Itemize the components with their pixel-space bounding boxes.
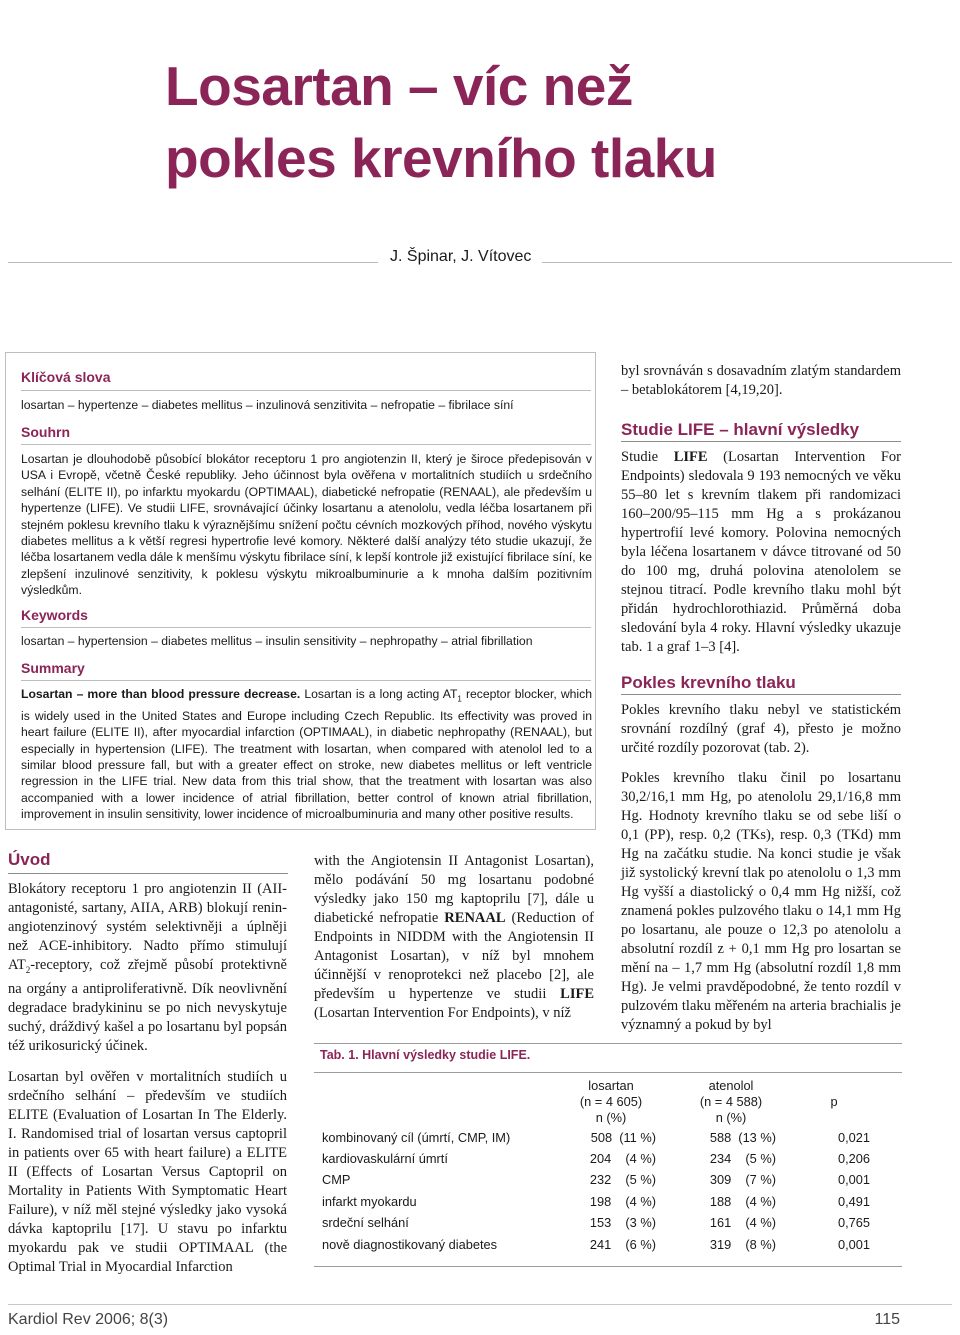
table-header-atenolol <box>676 1078 786 1126</box>
page-number: 115 <box>874 1311 900 1328</box>
row-label: srdeční selhání <box>322 1215 409 1230</box>
table-row <box>314 1170 902 1191</box>
row-p: 0,001 <box>837 1237 870 1252</box>
th-losartan-n: (n = 4 605) <box>579 1094 643 1109</box>
keywords-cz-rule <box>21 390 591 391</box>
authors: J. Špinar, J. Vítovec <box>384 246 537 268</box>
life-p-b: (Losartan Intervention For Endpoints) sledovala 9 193 nemocných ve věku 55–80 let s krevním tlakem při randomizaci 160–200/95–115 mm Hg a s prokázanou hypertrofií levé komory. Polovina nemocných byla léčena losartanem v dávce titrované od 50 do 100 mg, druhá polovina atenololem se stejnou titrací. Podle krevního tlaku mohl být přidán hydrochlorothiazid. Průměrná doba sledování byla 4 roky. Hlavní výsledky ukazuje tab. 1 a graf 1–3 [4]. <box>621 449 901 655</box>
uvod-rule <box>8 873 288 874</box>
row-label: kombinovaný cíl (úmrtí, CMP, IM) <box>322 1130 511 1145</box>
life-results-rule <box>621 441 901 442</box>
col1-paragraph-1 <box>8 880 287 1056</box>
col1-p1-subscript: 2 <box>25 964 31 975</box>
row-p: 0,206 <box>837 1151 870 1166</box>
keywords-cz-heading: Klíčová slova <box>21 369 111 385</box>
row-atenolol: 319 (8 %) <box>709 1237 776 1252</box>
summary-en <box>21 686 592 823</box>
table-row <box>314 1213 902 1234</box>
title-line-1: Losartan – víc než <box>165 55 633 117</box>
title-line-2: pokles krevního tlaku <box>165 127 717 189</box>
col1-paragraph-2: Losartan byl ověřen v mortalitních studiích u srdečního selhání – především ve studiích ELITE (Evaluation of Losartan In The Elderly. I. Randomised trial of losartan versus captopril in patients over 65 with heart failure) a ELITE II (Effects of Losartan Versus Captopril on Mortality in Patients With Symptomatic Heart Failure), v níž měl stejné výsledky jako vysoká dávka kaptoprilu [17]. U stavu po infarktu myokardu pak ve studii OPTIMAAL (the Optimal Trial in Myocardial Infarction <box>8 1068 287 1275</box>
table-row <box>314 1149 902 1170</box>
journal-citation: Kardiol Rev 2006; 8(3) <box>8 1311 169 1328</box>
row-losartan: 232 (5 %) <box>589 1172 656 1187</box>
col2-p1-b: (Reduction of Endpoints in NIDDM with the Angiotensin II Antagonist Losartan), v níž byl mnohem účinnější v renoprotekci než placebo [2], ale především u hypertenze ve studii <box>314 910 594 1002</box>
summary-cz-heading: Souhrn <box>21 424 70 440</box>
uvod-heading: Úvod <box>8 850 51 869</box>
row-label: infarkt myokardu <box>322 1194 417 1209</box>
row-p: 0,021 <box>837 1130 870 1145</box>
col1-text <box>8 880 287 1277</box>
article-title <box>165 50 865 194</box>
table-1 <box>314 1043 902 1267</box>
row-losartan: 241 (6 %) <box>589 1237 656 1252</box>
row-losartan: 204 (4 %) <box>589 1151 656 1166</box>
row-atenolol: 161 (4 %) <box>709 1215 776 1230</box>
th-losartan-unit: n (%) <box>595 1110 627 1125</box>
table-header-p: p <box>830 1094 838 1109</box>
bp-decrease-heading: Pokles krevního tlaku <box>621 673 796 692</box>
th-atenolol-n: (n = 4 588) <box>699 1094 763 1109</box>
row-label: CMP <box>322 1172 351 1187</box>
table-row <box>314 1235 902 1256</box>
table-row <box>314 1128 902 1149</box>
row-label: kardiovaskulární úmrtí <box>322 1151 448 1166</box>
row-losartan: 153 (3 %) <box>589 1215 656 1230</box>
summary-en-part-b: receptor blocker, which is widely used in the United States and Europe including Czech Republic. Its effectivity was proved in heart failure (ELITE II), after myocardial infarction (OPTIMAAL), in diabetic nephropathy (RENAAL), but especially in hypertension (LIFE). The treatment with losartan, when compared with atenolol led to a similar blood pressure fall, but with a greater effect on stroke, new diabetes mellitus or left ventricle regression in the LIFE trial. New data from this trial show, that the treatment with losartan was also accompanied with a lower incidence of atrial fibrillation, better control of known atrial fibrillation, improvement in insulin sensitivity, lower incidence of microalbuminuria and many other positive results. <box>21 687 592 822</box>
keywords-en: losartan – hypertension – diabetes mellitus – insulin sensitivity – nephropathy – atrial fibrillation <box>21 634 533 648</box>
table-header-losartan <box>556 1078 666 1126</box>
footer-rule <box>8 1304 952 1305</box>
col1-p1-b: -receptory, což zřejmě působí protektivně na orgány a antiproliferativně. Dík neovlivnění degradace bradykininu se po nich nevyskytuje suchý, dráždivý kašel a po losartanu byl popsán též urikosurický účinek. <box>8 957 287 1054</box>
bp-decrease-rule <box>621 694 901 695</box>
authors-row <box>8 246 952 270</box>
row-atenolol: 188 (4 %) <box>709 1194 776 1209</box>
row-p: 0,491 <box>837 1194 870 1209</box>
summary-cz: Losartan je dlouhodobě působící blokátor receptoru 1 pro angiotenzin II, který je široce předepisován v USA i Evropě, včetně České republiky. Jeho účinnost byla ověřena v mortalitních studiích u srdečního selhání (ELITE II), po infarktu myokardu (OPTIMAAL), diabetické nefropatie (RENAAL), ale především u hypertenze (LIFE). Ve studii LIFE, srovnávající účinky losartanu a atenololu, vedla léčba losartanem při stejném poklesu krevního tlaku k výraznějšímu snížení počtu cévních mozkových příhod, nového výskytu diabetes mellitus a k větší regresi hypertrofie levé komory. Některé další analýzy této studie ukazují, že léčba losartanem vedla dále k menšímu výskytu fibrilace síní, k lepší kontrole již existující fibrilace síní, ke zlepšení inzulinové senzitivity, k poklesu výskytu mikroalbuminurie a k mnoha dalším pozitivním výsledkům. <box>21 452 592 598</box>
table-title: Tab. 1. Hlavní výsledky studie LIFE. <box>320 1048 531 1062</box>
table-head-rule <box>314 1072 902 1073</box>
row-atenolol: 588 (13 %) <box>709 1130 776 1145</box>
col2-life: LIFE <box>560 986 594 1002</box>
keywords-en-rule <box>21 627 591 628</box>
col2-text <box>314 852 594 1023</box>
life-bold: LIFE <box>673 449 708 465</box>
row-label: nově diagnostikovaný diabetes <box>322 1237 498 1252</box>
col1-p1-a: Blokátory receptoru 1 pro angiotenzin II (AII-antagonisté, sartany, AIIA, ARB) blokují renin-angiotenzinový systém selektivněji a úplněji než ACE-inhibitory. Nadto přímo stimulují AT <box>8 881 287 973</box>
col3-intro: byl srovnáván s dosavadním zlatým standardem – betablokátorem [4,19,20]. <box>621 363 901 398</box>
th-losartan-name: losartan <box>588 1078 634 1093</box>
bp-paragraph-2: Pokles krevního tlaku činil po losartanu 30,2/16,1 mm Hg, po atenololu 29,1/16,8 mm Hg. Hodnoty krevního tlaku se od sebe liší o 0,1 (PP), resp. 0,2 (TKs), resp. 0,3 (TKd) mm Hg na začátku studie. Na konci studie je však již systolický krevní tlak po atenololu o 1,3 mm Hg vyšší a diastolický o 0,4 mm Hg nižší, což znamená pokles pulzového tlaku o 14,1 mm Hg po losartanu, ale pouze o 12,3 po atenololu a absolutní rozdíl z + 0,1 mm Hg pro losartan se mění na – 1,7 mm Hg (absolutní rozdíl 1,8 mm Hg). Je velmi pravděpodobné, že tento rozdíl v pulzovém tlaku měřeném na arteria brachialis je významný a pokud by byl <box>621 770 901 1033</box>
keywords-en-heading: Keywords <box>21 607 88 623</box>
life-p-a: Studie <box>621 449 674 465</box>
summary-cz-rule <box>21 444 591 445</box>
bp-paragraph-1: Pokles krevního tlaku nebyl ve statistickém srovnání rozdílný (graf 4), přesto je možno určité rozdíly pozorovat (tab. 2). <box>621 702 901 756</box>
col2-paragraph-1 <box>314 852 594 1023</box>
row-losartan: 198 (4 %) <box>589 1194 656 1209</box>
th-atenolol-unit: n (%) <box>715 1110 747 1125</box>
row-p: 0,001 <box>837 1172 870 1187</box>
life-results-text <box>621 448 901 657</box>
summary-en-heading: Summary <box>21 660 85 676</box>
keywords-cz: losartan – hypertenze – diabetes mellitus – inzulinová senzitivita – nefropatie – fibrilace síní <box>21 398 514 412</box>
summary-en-rule <box>21 680 591 681</box>
col2-p1-c: (Losartan Intervention For Endpoints), v níž <box>314 1005 571 1021</box>
summary-en-subscript: 1 <box>457 694 462 704</box>
bp-decrease-text <box>621 701 901 1035</box>
summary-en-lead: Losartan – more than blood pressure decrease. <box>21 687 301 701</box>
life-results-heading: Studie LIFE – hlavní výsledky <box>621 420 860 439</box>
col2-p1-a: with the Angiotensin II Antagonist Losartan), mělo podávání 50 mg losartanu podobné výsledky jako 150 mg kaptoprilu [7], dále u diabetické nefropatie <box>314 853 594 926</box>
row-p: 0,765 <box>837 1215 870 1230</box>
col2-renaal: RENAAL <box>444 910 506 926</box>
row-atenolol: 309 (7 %) <box>709 1172 776 1187</box>
th-atenolol-name: atenolol <box>708 1078 754 1093</box>
authors-rule-left <box>8 262 378 263</box>
abstract-box <box>5 352 596 830</box>
authors-rule-right <box>542 262 952 263</box>
row-atenolol: 234 (5 %) <box>709 1151 776 1166</box>
summary-en-part-a: Losartan is a long acting AT <box>300 687 458 701</box>
row-losartan: 508 (11 %) <box>590 1130 656 1145</box>
table-row <box>314 1192 902 1213</box>
life-results-paragraph <box>621 448 901 657</box>
